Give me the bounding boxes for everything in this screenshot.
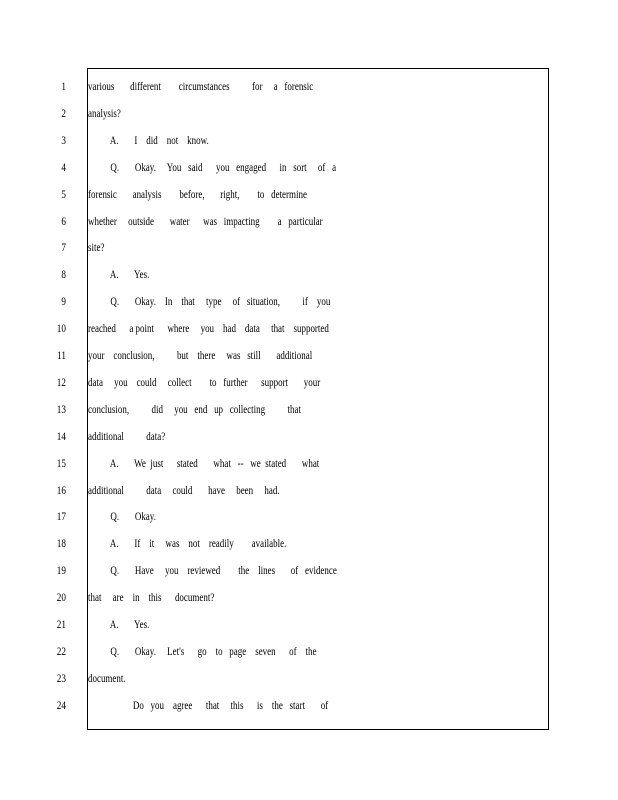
line-text: forensic analysis before, right, to determine	[88, 188, 307, 201]
line-number: 23	[56, 672, 66, 685]
transcript-line	[0, 211, 618, 238]
line-number: 16	[56, 484, 66, 497]
transcript-line	[0, 318, 618, 345]
line-text: conclusion, did you end up collecting that	[88, 403, 302, 416]
line-number: 1	[61, 81, 66, 93]
line-text: additional data?	[88, 430, 166, 443]
line-text: your conclusion, but there was still additional	[88, 350, 313, 362]
line-text: A. Yes.	[88, 619, 150, 631]
transcript-line	[0, 695, 618, 722]
transcript-line	[0, 76, 618, 103]
line-number: 5	[61, 188, 66, 201]
line-text: analysis?	[88, 107, 121, 120]
line-number: 10	[56, 323, 66, 336]
transcript-line	[0, 614, 618, 641]
transcript-line	[0, 668, 618, 695]
transcript-line	[0, 184, 618, 211]
line-number: 7	[61, 242, 66, 255]
transcript-line	[0, 237, 618, 264]
line-text: site?	[88, 242, 105, 255]
transcript-line	[0, 641, 618, 668]
transcript-line	[0, 480, 618, 507]
line-number: 6	[61, 215, 66, 228]
line-text: whether outside water was impacting a particular	[88, 215, 323, 228]
line-number: 3	[61, 134, 66, 147]
transcript-line	[0, 157, 618, 184]
line-number: 21	[56, 619, 66, 631]
line-number: 12	[56, 376, 66, 389]
line-number: 15	[56, 457, 66, 470]
transcript-line	[0, 533, 618, 560]
line-number: 19	[56, 565, 66, 578]
transcript-line	[0, 103, 618, 130]
line-text: Q. Okay. Let's go to page seven of the	[88, 645, 317, 658]
line-text: data you could collect to further support your	[88, 376, 321, 389]
line-number: 17	[56, 511, 66, 524]
line-number: 13	[56, 403, 66, 416]
line-number: 2	[61, 107, 66, 120]
transcript-line	[0, 291, 618, 318]
transcript-line	[0, 264, 618, 291]
transcript-line	[0, 399, 618, 426]
line-text: A. Yes.	[88, 269, 150, 282]
line-text: Q. Okay. In that type of situation, if you	[88, 296, 331, 309]
transcript-line	[0, 426, 618, 453]
line-text: reached a point where you had data that supported	[88, 323, 329, 336]
transcript-line	[0, 560, 618, 587]
line-number: 4	[61, 161, 66, 174]
line-text: A. I did not know.	[88, 134, 209, 147]
line-text: additional data could have been had.	[88, 484, 280, 497]
transcript-line	[0, 130, 618, 157]
line-text: Q. Have you reviewed the lines of evidence	[88, 565, 337, 578]
line-text: various different circumstances for a forensic	[88, 81, 314, 93]
line-text: A. We just stated what -- we stated what	[88, 457, 320, 470]
line-number: 8	[61, 269, 66, 282]
line-number: 20	[56, 592, 66, 605]
line-text: A. If it was not readily available.	[88, 538, 287, 551]
line-text: that are in this document?	[88, 592, 215, 605]
transcript-line	[0, 372, 618, 399]
line-text: document.	[88, 672, 126, 685]
transcript-line	[0, 453, 618, 480]
transcript-line	[0, 345, 618, 372]
transcript-line	[0, 506, 618, 533]
line-text: Do you agree that this is the start of	[88, 699, 329, 712]
line-number: 22	[56, 645, 66, 658]
line-number: 9	[61, 296, 66, 309]
line-number: 14	[56, 430, 66, 443]
line-text: Q. Okay.	[88, 511, 156, 524]
line-text: Q. Okay. You said you engaged in sort of a	[88, 161, 337, 174]
transcript-line	[0, 587, 618, 614]
line-number: 24	[56, 699, 66, 712]
line-number: 18	[56, 538, 66, 551]
line-number: 11	[57, 350, 66, 362]
